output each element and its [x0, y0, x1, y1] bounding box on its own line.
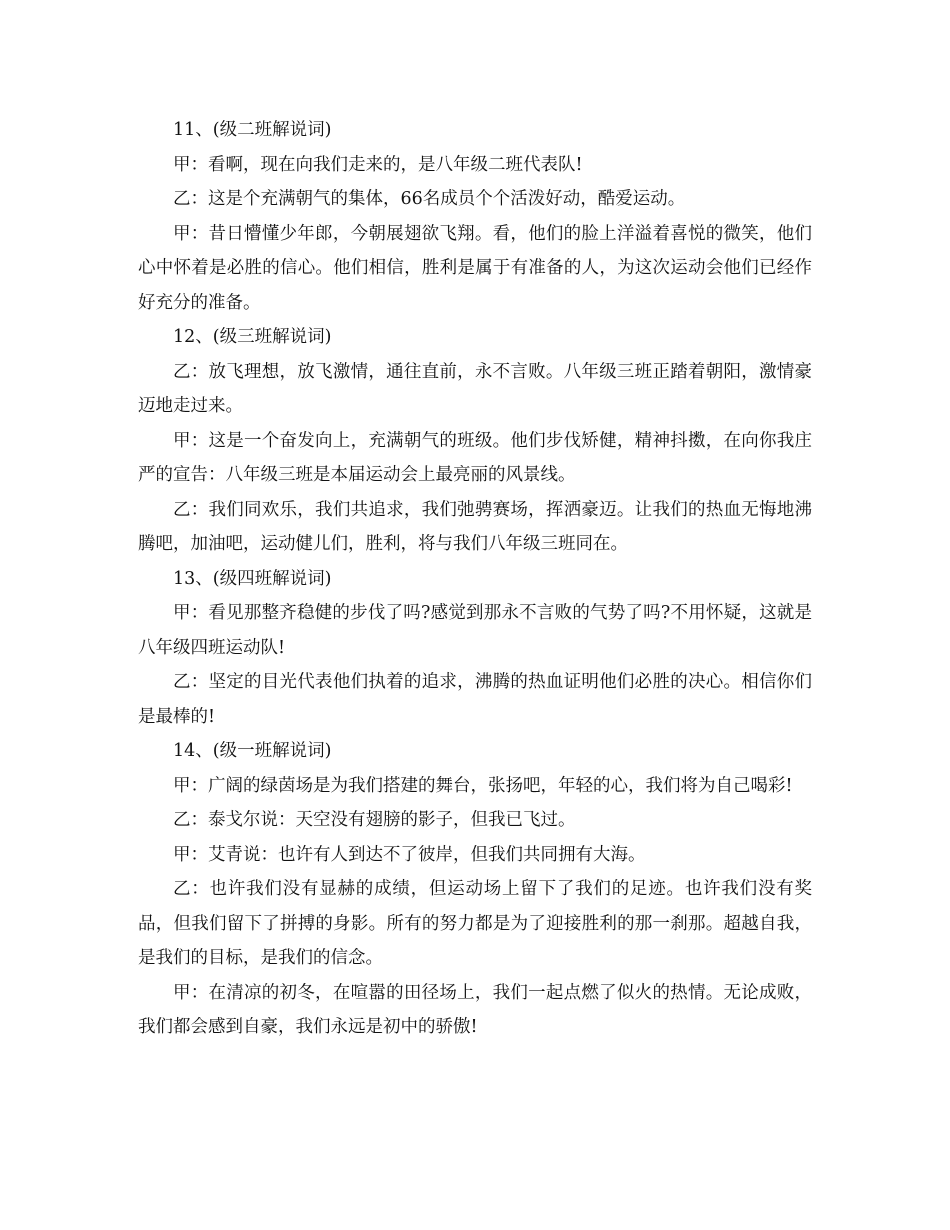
dialogue-paragraph: 乙：我们同欢乐，我们共追求，我们弛骋赛场，挥洒豪迈。让我们的热血无悔地沸腾吧，加油吧，运动健儿们，胜利，将与我们八年级三班同在。: [138, 499, 812, 554]
dialogue-paragraph: 乙：也许我们没有显赫的成绩，但运动场上留下了我们的足迹。也许我们没有奖品，但我们留下了拼搏的身影。所有的努力都是为了迎接胜利的那一刹那。超越自我，是我们的目标，是我们的信念。: [138, 879, 812, 968]
dialogue-paragraph: 甲：昔日懵懂少年郎，今朝展翅欲飞翔。看，他们的脸上洋溢着喜悦的微笑，他们心中怀着是必胜的信心。他们相信，胜利是属于有准备的人，为这次运动会他们已经作好充分的准备。: [138, 223, 812, 313]
section-heading-11: 11、(级二班解说词): [173, 120, 332, 140]
dialogue-paragraph: 甲：看见那整齐稳健的步伐了吗?感觉到那永不言败的气势了吗?不用怀疑，这就是八年级四班运动队!: [138, 603, 812, 658]
dialogue-paragraph: 乙：放飞理想，放飞激情，通往直前，永不言败。八年级三班正踏着朝阳，激情豪迈地走过来。: [138, 361, 812, 416]
dialogue-paragraph: 甲：在清凉的初冬，在喧嚣的田径场上，我们一起点燃了似火的热情。无论成败，我们都会感到自豪，我们永远是初中的骄傲!: [138, 982, 812, 1037]
section-heading-13: 13、(级四班解说词): [173, 568, 332, 589]
dialogue-paragraph: 乙：坚定的目光代表他们执着的追求，沸腾的热血证明他们必胜的决心。相信你们是最棒的!: [138, 672, 812, 727]
dialogue-paragraph: 甲：这是一个奋发向上，充满朝气的班级。他们步伐矫健，精神抖擞，在向你我庄严的宣告：八年级三班是本届运动会上最亮丽的风景线。: [138, 430, 812, 485]
dialogue-paragraph: 乙：泰戈尔说：天空没有翅膀的影子，但我已飞过。: [173, 810, 576, 830]
section-heading-12: 12、(级三班解说词): [173, 327, 332, 347]
section-heading-14: 14、(级一班解说词): [173, 741, 332, 761]
document-page: [138, 113, 812, 1045]
dialogue-paragraph: 甲：看啊，现在向我们走来的，是八年级二班代表队!: [173, 154, 583, 175]
dialogue-paragraph: 甲：艾青说：也许有人到达不了彼岸，但我们共同拥有大海。: [173, 844, 646, 865]
dialogue-paragraph: 甲：广阔的绿茵场是为我们搭建的舞台，张扬吧，年轻的心，我们将为自己喝彩!: [173, 775, 793, 796]
dialogue-paragraph: 乙：这是个充满朝气的集体，66名成员个个活泼好动，酷爱运动。: [173, 189, 686, 209]
